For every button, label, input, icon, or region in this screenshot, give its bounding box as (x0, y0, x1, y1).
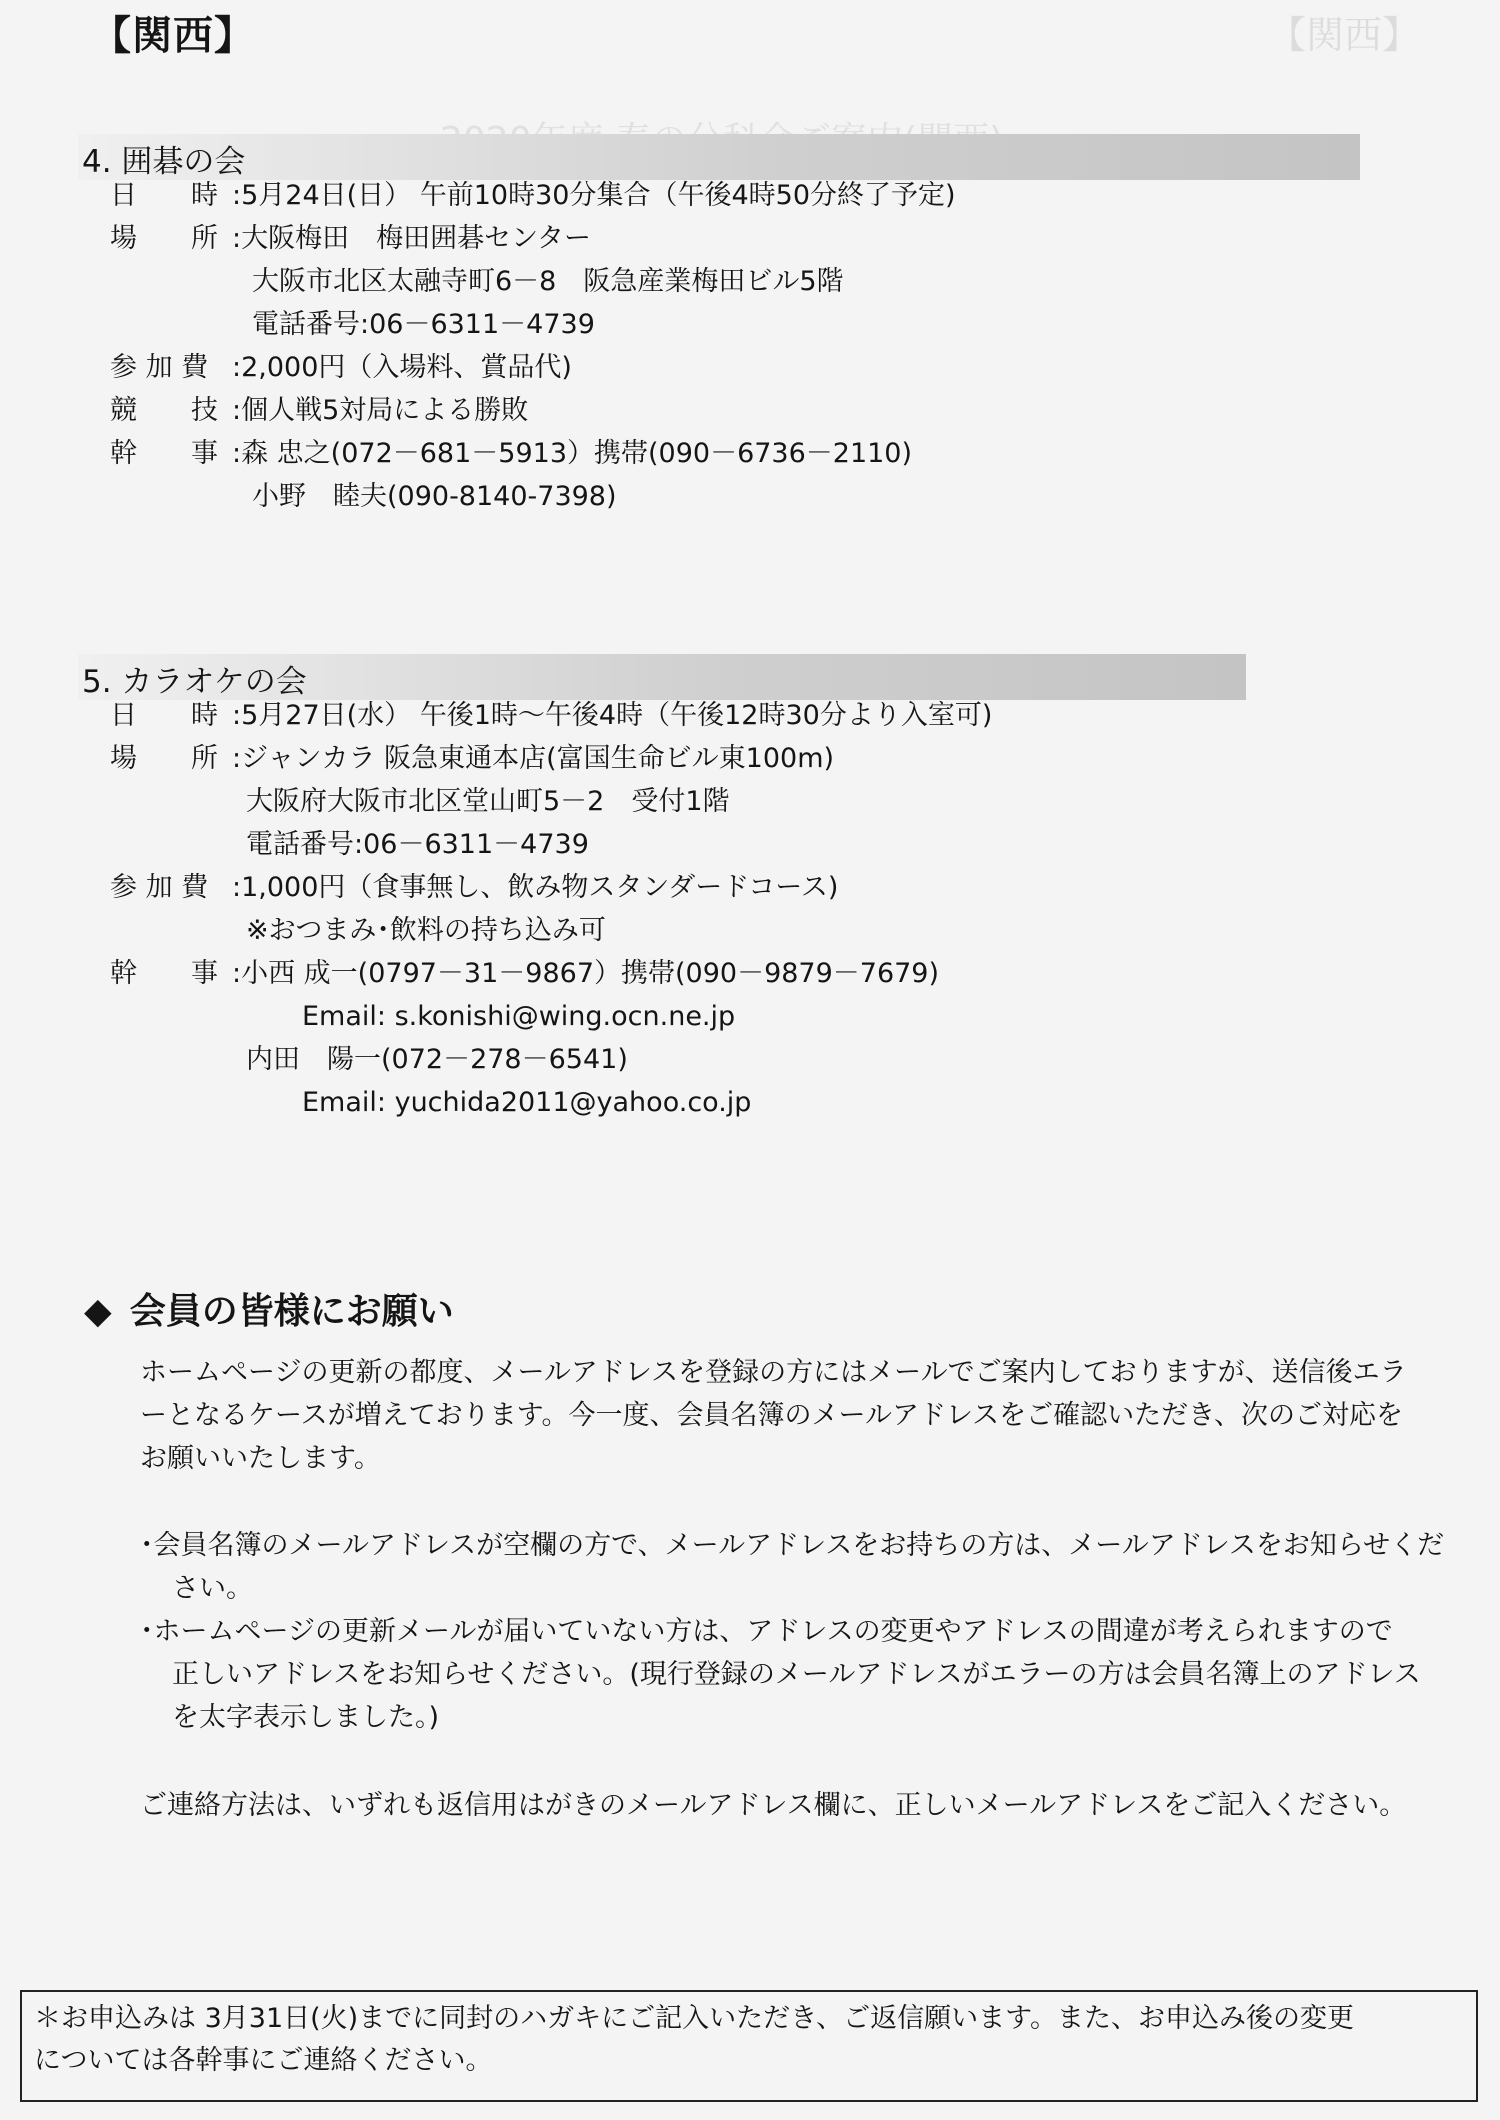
organizer-label: 幹 事 (110, 438, 218, 469)
contest-value: :個人戦5対局による勝敗 (232, 395, 529, 426)
address-row (80, 260, 1500, 303)
address-text: 大阪府大阪市北区堂山町5－2 受付1階 (246, 786, 730, 817)
bullet-2-line-2: 正しいアドレスをお知らせください。(現行登録のメールアドレスがエラーの方は会員名簿上のアドレス (172, 1659, 1421, 1690)
section-karaoke (80, 654, 1500, 1124)
fee-label: 参 加 費 (110, 352, 209, 383)
notice-title: 会員の皆様にお願い (129, 1291, 454, 1332)
date-row (80, 174, 1500, 217)
organizer2-email: Email: yuchida2011@yahoo.co.jp (302, 1087, 752, 1118)
fee-row (80, 866, 1500, 909)
date-label: 日 時 (110, 700, 218, 731)
fee-label: 参 加 費 (110, 872, 209, 903)
notice-paragraph: ホームページの更新の都度、メールアドレスを登録の方にはメールでご案内しておりますが、送信後エラーとなるケースが増えております。今一度、会員名簿のメールアドレスをご確認いただき、次のご対応をお願いいたします。 (140, 1357, 1407, 1474)
fee-note: ※おつまみ･飲料の持ち込み可 (246, 915, 606, 946)
notice-closing: ご連絡方法は、いずれも返信用はがきのメールアドレス欄に、正しいメールアドレスをご記入ください。 (140, 1790, 1407, 1821)
bullet-2-line-1: ･ホームページの更新メールが届いていない方は、アドレスの変更やアドレスの間違が考えられますので (140, 1616, 1393, 1647)
address-row (80, 780, 1500, 823)
section-go-club (80, 134, 1500, 518)
footer-line-1: ＊お申込みは 3月31日(火)までに同封のハガキにご記入いただき、ご返信願います。また、お申込み後の変更 (34, 2003, 1354, 2034)
diamond-icon: ◆ (84, 1291, 112, 1332)
organizer2-row (80, 475, 1500, 518)
organizer2-text: 小野 睦夫(090-8140-7398) (252, 481, 617, 512)
notice-bullet-2 (140, 1610, 1440, 1739)
section-heading: 4. 囲碁の会 (82, 144, 246, 180)
organizer-email: Email: s.konishi@wing.ocn.ne.jp (302, 1001, 736, 1032)
place-row (80, 217, 1500, 260)
organizer-value: :小西 成一(0797－31－9867）携帯(090－9879－7679) (232, 958, 940, 989)
bullet-1-line-2: さい。 (172, 1573, 253, 1604)
place-value: :大阪梅田 梅田囲碁センター (232, 223, 592, 254)
phone-row (80, 823, 1500, 866)
date-value: :5月24日(日） 午前10時30分集合（午後4時50分終了予定) (232, 180, 956, 211)
footer-line-2: については各幹事にご連絡ください。 (34, 2045, 493, 2076)
address-text: 大阪市北区太融寺町6－8 阪急産業梅田ビル5階 (252, 266, 844, 297)
phone-text: 電話番号:06－6311－4739 (246, 829, 589, 860)
place-label: 場 所 (110, 743, 218, 774)
date-row (80, 694, 1500, 737)
bullet-2-line-3: を太字表示しました。) (172, 1702, 440, 1733)
organizer-label: 幹 事 (110, 958, 218, 989)
organizer2-text: 内田 陽一(072－278－6541) (246, 1044, 628, 1075)
organizer-email-row (80, 995, 1500, 1038)
organizer-row (80, 952, 1500, 995)
fee-note-row (80, 909, 1500, 952)
organizer2-email-row (80, 1081, 1500, 1124)
notice-title-row (84, 1285, 1424, 1339)
date-label: 日 時 (110, 180, 218, 211)
organizer2-row (80, 1038, 1500, 1081)
phone-row (80, 303, 1500, 346)
member-notice (84, 1285, 1424, 1339)
place-label: 場 所 (110, 223, 218, 254)
organizer-value: :森 忠之(072－681－5913）携帯(090－6736－2110) (232, 438, 913, 469)
fee-row (80, 346, 1500, 389)
place-value: :ジャンカラ 阪急東通本店(富国生命ビル東100m) (232, 743, 835, 774)
notice-bullet-1 (140, 1524, 1445, 1610)
bullet-1-line-1: ･会員名簿のメールアドレスが空欄の方で、メールアドレスをお持ちの方は、メールアドレスをお知らせくだ (140, 1530, 1445, 1561)
contest-row (80, 389, 1500, 432)
application-deadline-box (20, 1990, 1478, 2102)
page-title: 【関西】 (91, 13, 255, 59)
place-row (80, 737, 1500, 780)
phone-text: 電話番号:06－6311－4739 (252, 309, 595, 340)
section-heading: 5. カラオケの会 (82, 664, 307, 700)
organizer-row (80, 432, 1500, 475)
bleed-through-title: 【関西】 (1267, 13, 1420, 57)
fee-value: :1,000円（食事無し、飲み物スタンダードコース) (232, 872, 839, 903)
date-value: :5月27日(水） 午後1時～午後4時（午後12時30分より入室可) (232, 700, 993, 731)
fee-value: :2,000円（入場料、賞品代) (232, 352, 572, 383)
contest-label: 競 技 (110, 395, 218, 426)
